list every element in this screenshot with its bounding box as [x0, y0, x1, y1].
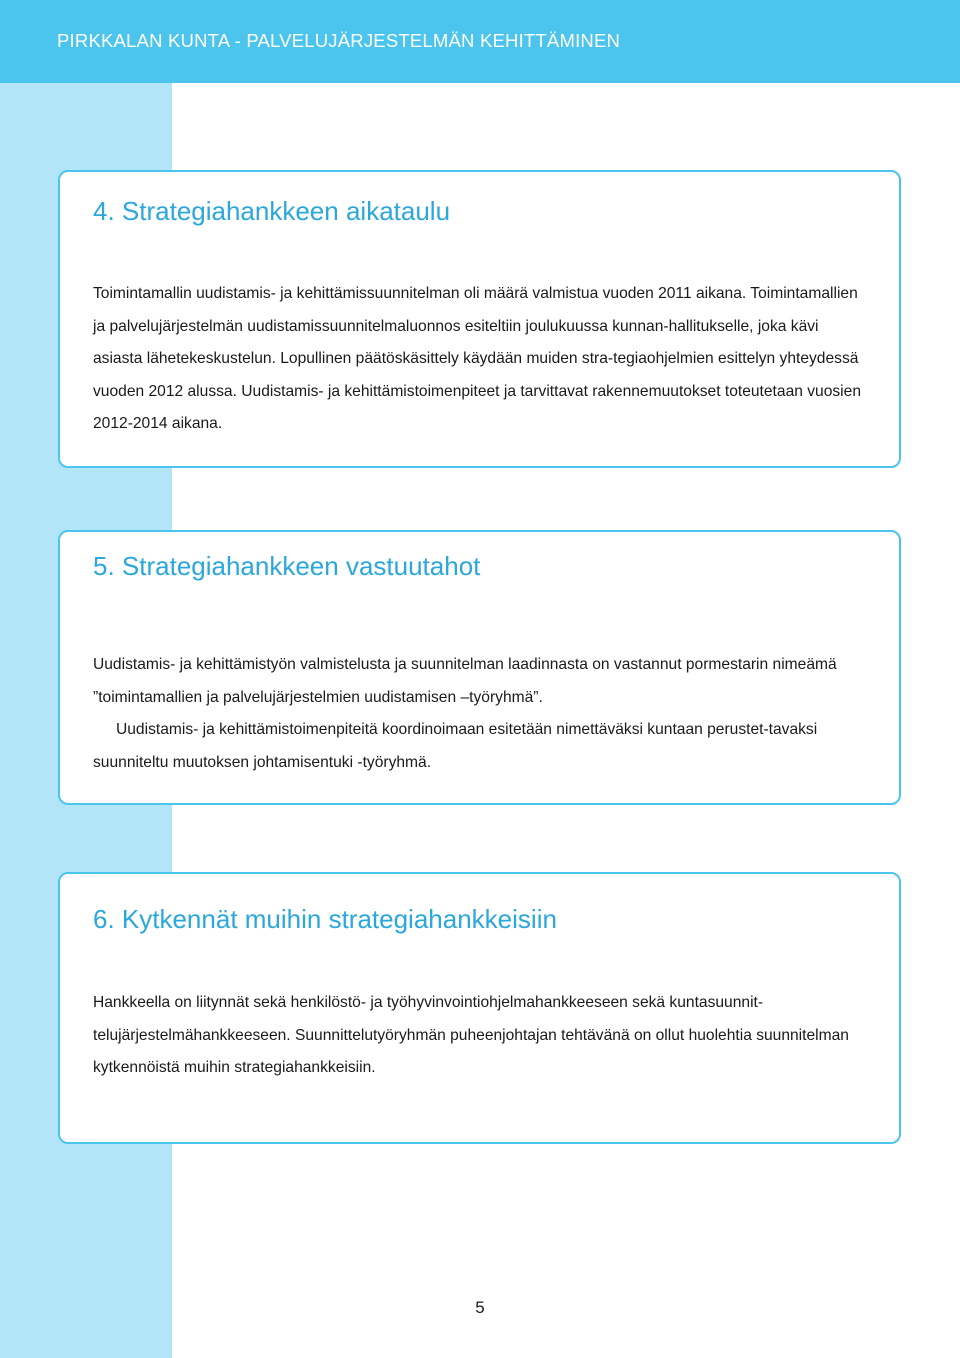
section-body — [93, 987, 865, 1085]
body-paragraph: Toimintamallin uudistamis- ja kehittämissuunnitelman oli määrä valmistua vuoden 2011 aikana. Toimintamallien ja palvelujärjestelmän uudistamissuunnitelmaluonnos esiteltiin joulukuussa kunnan-hallitukselle, joka kävi asiasta lähetekeskustelun. Lopullinen päätöskäsittely käydään muiden stra-tegiaohjelmien esittelyn yhteydessä vuoden 2012 alussa. Uudistamis- ja kehittämistoimenpiteet ja tarvittavat rakennemuutokset toteutetaan vuosien 2012-2014 aikana. — [93, 285, 861, 432]
section-title: 4. Strategiahankkeen aikataulu — [93, 196, 451, 226]
section-title: 6. Kytkennät muihin strategiahankkeisiin — [93, 904, 557, 934]
section-body — [93, 278, 865, 441]
body-paragraph: Uudistamis- ja kehittämistyön valmistelusta ja suunnitelman laadinnasta on vastannut pormestarin nimeämä ”toimintamallien ja palvelujärjestelmien uudistamisen –työryhmä”. — [93, 656, 837, 706]
section-card-schedule — [58, 170, 901, 468]
header-bar — [0, 0, 960, 83]
section-card-linkages — [58, 872, 901, 1144]
section-title: 5. Strategiahankkeen vastuutahot — [93, 551, 481, 581]
section-card-responsibilities — [58, 530, 901, 805]
body-paragraph: Hankkeella on liitynnät sekä henkilöstö- ja työhyvinvointiohjelmahankkeeseen sekä kuntasuunnit-telujärjestelmähankkeeseen. Suunnittelutyöryhmän puheenjohtajan tehtävänä on ollut huolehtia suunnitelman kytkennöistä muihin strategiahankkeisiin. — [93, 994, 849, 1076]
document-header-title: PIRKKALAN KUNTA - PALVELUJÄRJESTELMÄN KEHITTÄMINEN — [57, 30, 621, 51]
body-paragraph: Uudistamis- ja kehittämistoimenpiteitä koordinoimaan esitetään nimettäväksi kuntaan perustet-tavaksi suunniteltu muutoksen johtamisentuki -työryhmä. — [93, 721, 818, 771]
page-number: 5 — [475, 1298, 485, 1317]
section-body — [93, 649, 865, 779]
